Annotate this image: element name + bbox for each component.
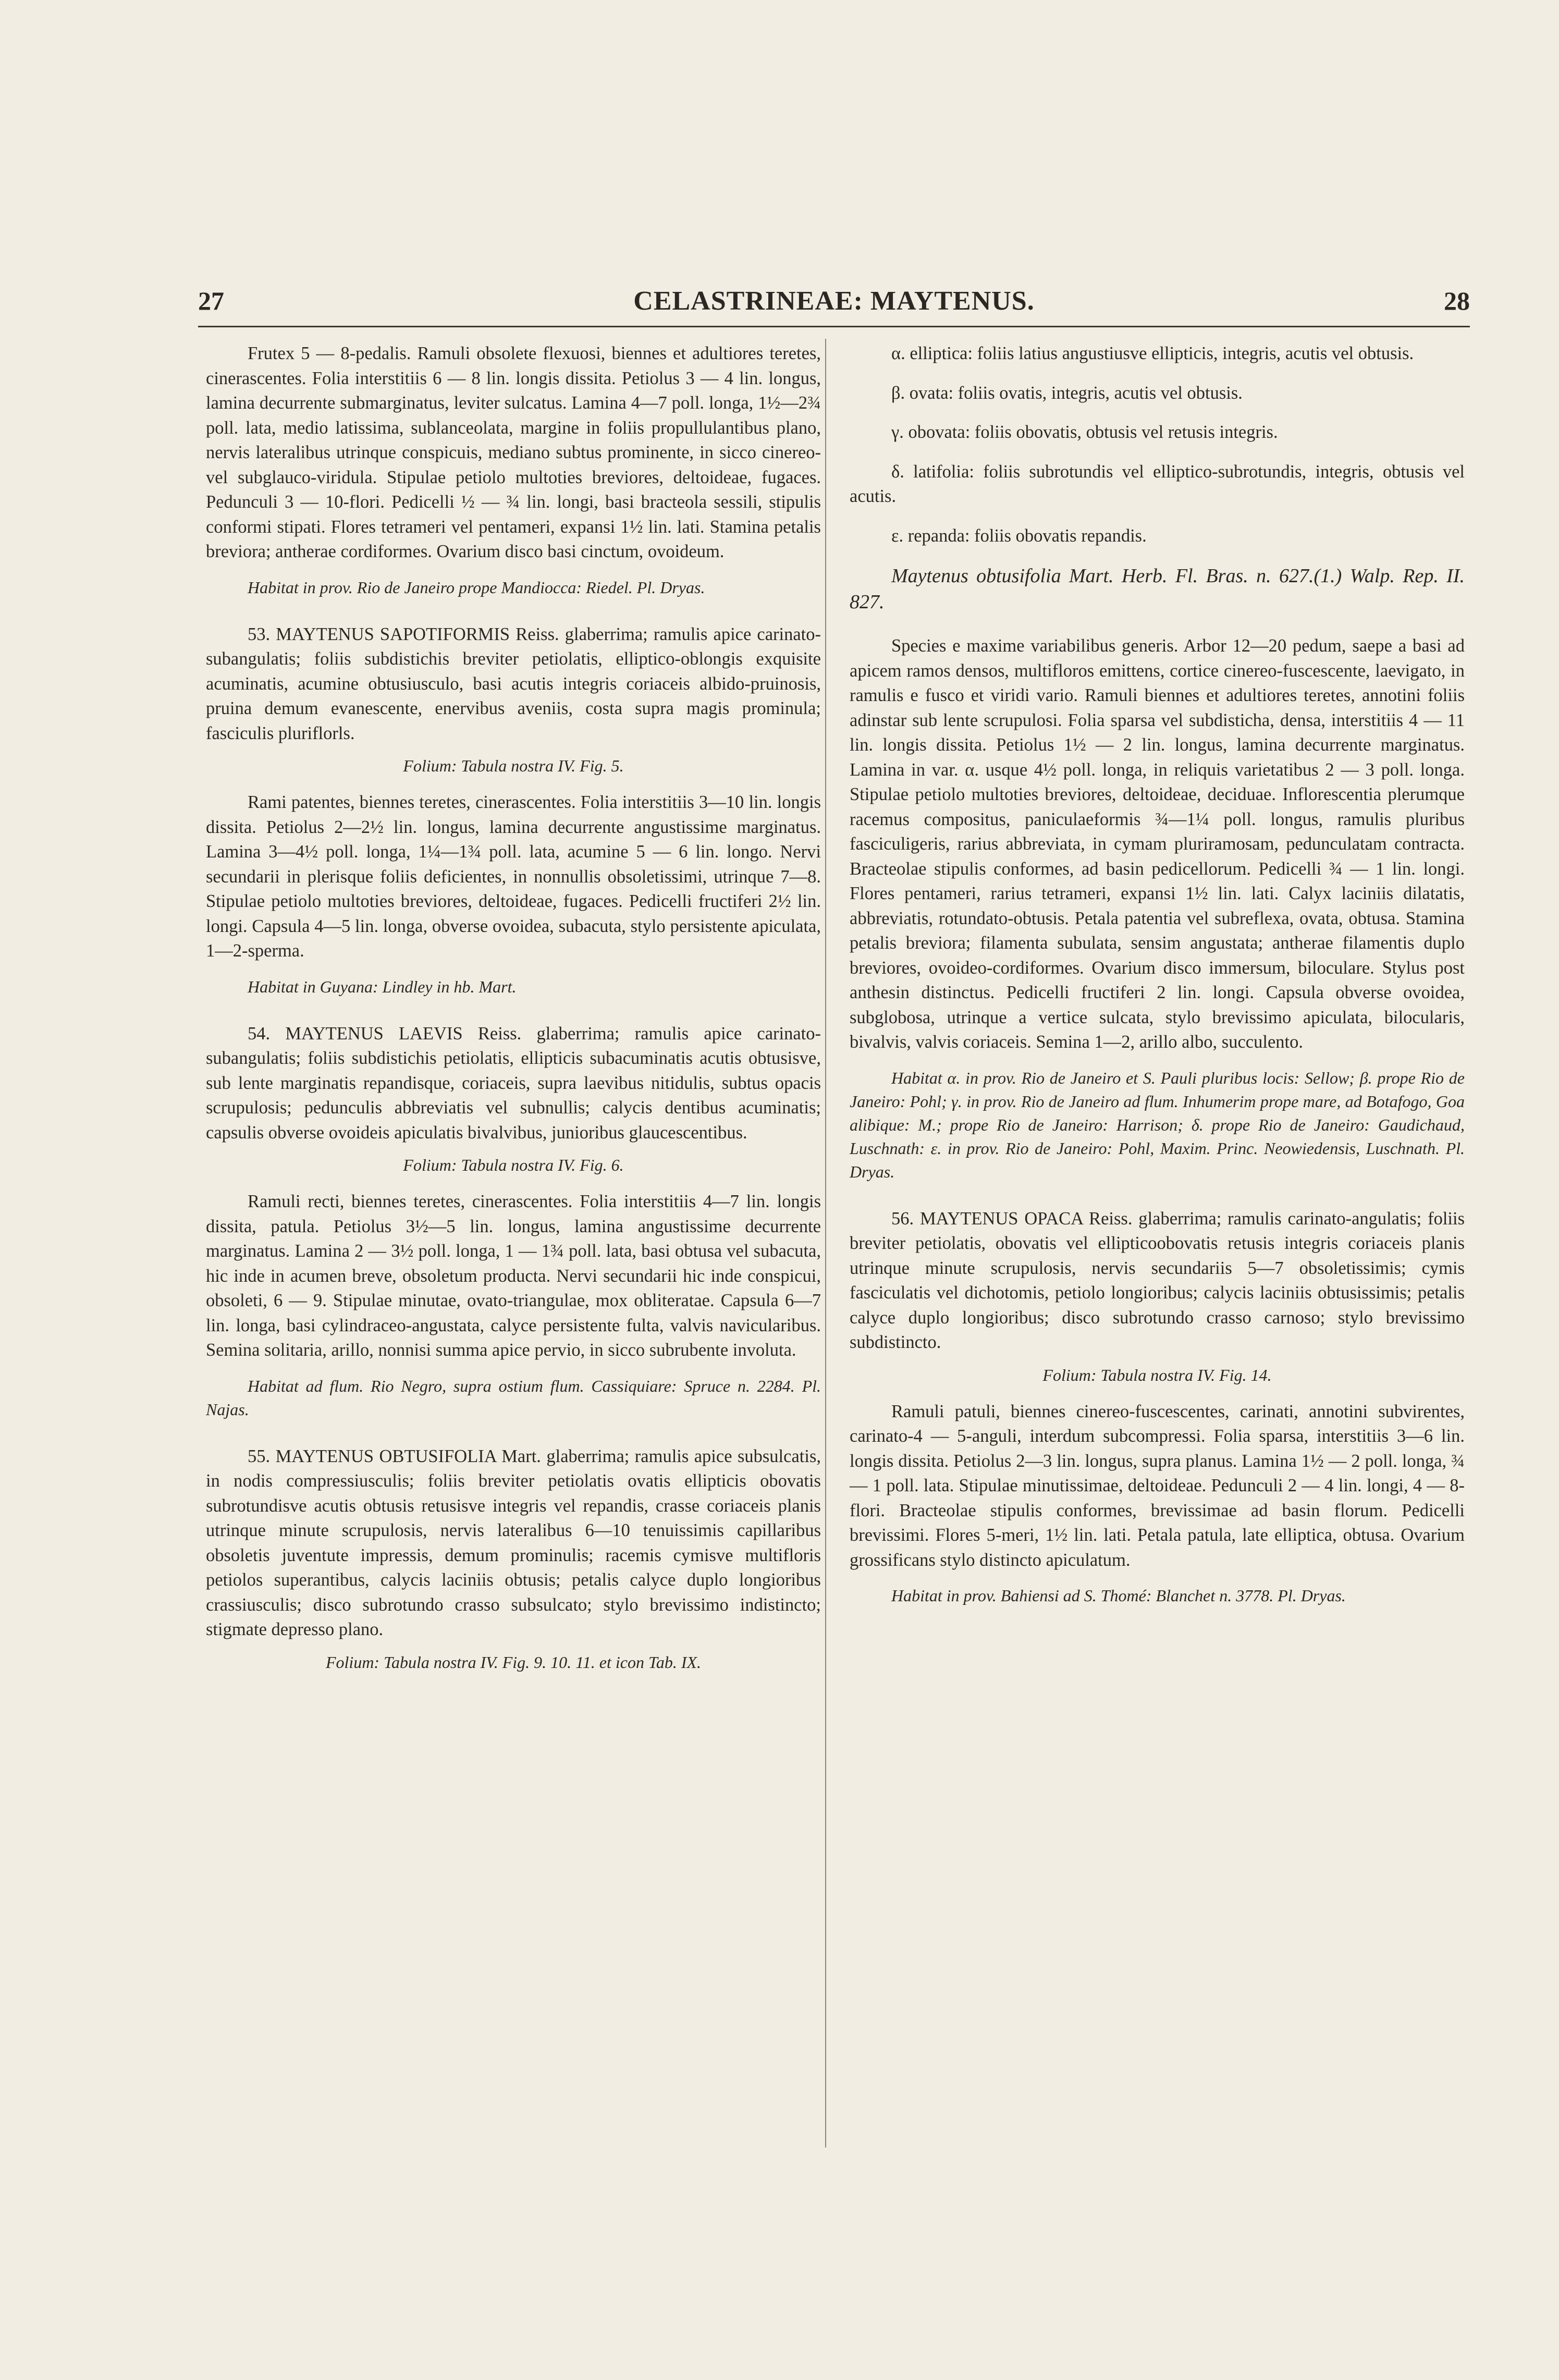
description-paragraph: Ramuli patuli, biennes cinereo-fuscescentes, carinati, annotini subvirentes, carinato-4 — 5-anguli, interdum subcompressi. Folia sparsa, interstitiis 3—6 lin. longis dissita. Petiolus 2—3 lin. longus, supra planus. Lamina 1½ — 2 poll. longa, ¾ — 1 poll. lata. Stipulae minutissimae, deltoideae. Pedunculi 2 — 4 lin. longi, 4 — 8-flori. Bracteolae stipulis conformes, brevissimae ad basin florum. Pedicelli brevissimi. Flores 5-meri, 1½ lin. lati. Petala patula, late elliptica, obtusa. Ovarium grossificans stylo distincto apiculatum. [850,1401,1465,1570]
plate-reference: Folium: Tabula nostra IV. Fig. 5. [403,756,624,775]
species-diagnosis: 56. MAYTENUS OPACA Reiss. glaberrima; ramulis carinato-angulatis; foliis breviter petiolatis, obovatis vel ellipticoobovatis retusis integris coriaceis planis utrinque minute scrupulosis, nervis secundariis 5—7 obsoletissimis; cymis fasciculatis vel dichotomis, petiolo longioribus; calycis laciniis obtusissimis; petalis calyce duplo longioribus; disco subrotundo crasso carnoso; stylo brevissimo subdistincto. [850,1208,1465,1352]
habitat-note: Habitat in prov. Rio de Janeiro prope Mandiocca: Riedel. Pl. Dryas. [248,578,705,597]
variety-entry: β. ovata: foliis ovatis, integris, acutis vel obtusis. [891,383,1243,403]
variety-entry: δ. latifolia: foliis subrotundis vel elliptico-subrotundis, integris, obtusis vel acutis. [850,461,1465,506]
column-divider [825,339,826,2148]
page-number-right: 28 [1444,286,1470,315]
habitat-note: Habitat in Guyana: Lindley in hb. Mart. [248,977,517,996]
variety-entry: ε. repanda: foliis obovatis repandis. [891,525,1147,546]
plate-reference: Folium: Tabula nostra IV. Fig. 14. [1042,1365,1272,1384]
description-paragraph: Species e maxime variabilibus generis. Arbor 12—20 pedum, saepe a basi ad apicem ramos densos, multifloros emittens, cortice cinereo-fuscescente, laevigato, in ramulis e fusco et viridi vario. Ramuli biennes et adultiores teretes, annotini foliis adinstar sub lente scrupulosi. Folia sparsa vel subdisticha, densa, interstitiis 4 — 11 lin. longis dissita. Petiolus 1½ — 2 lin. longus, lamina decurrente marginatus. Lamina in var. α. usque 4½ poll. longa, in reliquis varietatibus 2 — 3 poll. longa. Stipulae petiolo multoties breviores, deltoideae, deciduae. Inflorescentia plerumque racemus compositus, paniculaeformis ¾—1¼ poll. longus, ramulis pluribus fasciculigeris, rarius abbreviata, in cymam pluriramosam, pedunculatam contracta. Bracteolae stipulis conformes, ad basin pedicellorum. Pedicelli ¾ — 1 lin. longi. Flores pentameri, rarius tetrameri, expansi 1½ lin. lati. Calyx laciniis dilatatis, abbreviatis, rotundato-obtusis. Petala patentia vel subreflexa, ovata, obtusa. Stamina petalis breviora; filamenta subulata, sensim angustata; antherae filamentis duplo breviores, ovoideo-cordiformes. Ovarium disco immersum, biloculare. Stylus post anthesin distinctus. Pedicelli fructiferi 2 lin. longi. Capsula obverse ovoidea, subglobosa, utrinque a vertice sulcata, stylo brevissimo apiculata, bilocularis, bivalvis, valvis coriaceis. Semina 1—2, arillo albo, succulento. [850,636,1465,1052]
running-header [198,286,1470,322]
left-column [206,341,821,1687]
synonym-citation: Maytenus obtusifolia Mart. Herb. Fl. Bras. n. 627.(1.) Walp. Rep. II. 827. [850,565,1465,613]
right-column [850,341,1465,1630]
description-paragraph: Frutex 5 — 8-pedalis. Ramuli obsolete flexuosi, biennes et adultiores teretes, cinerascentes. Folia interstitiis 6 — 8 lin. longis dissita. Petiolus 3 — 4 lin. longus, lamina decurrente submarginatus, leviter sulcatus. Lamina 4—7 poll. longa, 1½—2¾ poll. lata, medio latissima, sublanceolata, margine in foliis propullulantibus plano, nervis lateralibus utrinque conspicuis, mediano subtus prominente, in sicco cinereo- vel subglauco-viridula. Stipulae petiolo multoties breviores, deltoideae, fugaces. Pedunculi 3 — 10-flori. Pedicelli ½ — ¾ lin. longi, basi bracteola sessili, stipulis conformi stipati. Flores tetrameri vel pentameri, expansi 1½ lin. lati. Stamina petalis breviora; antherae cordiformes. Ovarium disco basi cinctum, ovoideum. [206,343,821,561]
running-title: CELASTRINEAE: MAYTENUS. [633,286,1035,316]
description-paragraph: Rami patentes, biennes teretes, cinerascentes. Folia interstitiis 3—10 lin. longis dissita. Petiolus 2—2½ lin. longus, lamina decurrente angustissime marginatus. Lamina 3—4½ poll. longa, 1¼—1¾ poll. lata, acumine 5 — 6 lin. longo. Nervi secundarii in plerisque foliis deficientes, in nonnullis obsoletissimi, utrinque 7—8. Stipulae petiolo multoties breviores, deltoideae, fugaces. Pedicelli fructiferi 2½ lin. longi. Capsula 4—5 lin. longa, obverse ovoidea, subacuta, stylo persistente apiculata, 1—2-sperma. [206,792,821,961]
variety-entry: α. elliptica: foliis latius angustiusve ellipticis, integris, acutis vel obtusis. [891,343,1414,363]
species-diagnosis: 54. MAYTENUS LAEVIS Reiss. glaberrima; ramulis apice carinato-subangulatis; foliis subdistichis petiolatis, ellipticis subacuminatis acutis obtusisve, sub lente marginatis repandisque, coriaceis, supra laevibus nitidulis, subtus opacis scrupulosis; pedunculis abbreviatis vel subnullis; calycis dentibus acuminatis; capsulis obverse ovoideis apiculatis bivalvibus, junioribus glaucescentibus. [206,1023,821,1143]
plate-reference: Folium: Tabula nostra IV. Fig. 9. 10. 11. et icon Tab. IX. [325,1652,702,1672]
header-rule [198,326,1470,327]
page-number-left: 27 [198,286,224,315]
species-diagnosis: 53. MAYTENUS SAPOTIFORMIS Reiss. glaberrima; ramulis apice carinato-subangulatis; foliis subdistichis breviter petiolatis, elliptico-oblongis exquisite acuminatis, acumine obtusiusculo, basi acutis integris coriaceis albido-pruinosis, pruina demum evanescente, enervibus aveniis, costa supra magis prominula; fasciculis pluriflorls. [206,624,821,743]
description-paragraph: Ramuli recti, biennes teretes, cinerascentes. Folia interstitiis 4—7 lin. longis dissita, patula. Petiolus 3½—5 lin. longus, lamina angustissime decurrente marginatus. Lamina 2 — 3½ poll. longa, 1 — 1¾ poll. lata, basi obtusa vel subacuta, hic inde in acumen breve, obsoletum producta. Nervi secundarii hic inde conspicui, obsoleti, 6 — 9. Stipulae minutae, ovato-triangulae, mox obliteratae. Capsula 6—7 lin. longa, basi cylindraceo-angustata, calyce persistente fulta, valvis navicularibus. Semina solitaria, arillo, nonnisi summa apice pervio, in sicco subrubente involuta. [206,1192,821,1360]
habitat-note: Habitat ad flum. Rio Negro, supra ostium flum. Cassiquiare: Spruce n. 2284. Pl. Najas. [206,1376,821,1419]
plate-reference: Folium: Tabula nostra IV. Fig. 6. [403,1156,624,1174]
variety-entry: γ. obovata: foliis obovatis, obtusis vel retusis integris. [891,422,1278,442]
habitat-note: Habitat α. in prov. Rio de Janeiro et S. Pauli pluribus locis: Sellow; β. prope Rio de Janeiro: Pohl; γ. in prov. Rio de Janeiro ad flum. Inhumerim prope mare, ad Botafogo, Goa alibique: M.; prope Rio de Janeiro: Harrison; δ. prope Rio de Janeiro: Gaudichaud, Luschnath: ε. in prov. Rio de Janeiro: Pohl, Maxim. Princ. Neowiedensis, Luschnath. Pl. Dryas. [850,1068,1465,1181]
species-diagnosis: 55. MAYTENUS OBTUSIFOLIA Mart. glaberrima; ramulis apice subsulcatis, in nodis compressiusculis; foliis breviter petiolatis ovatis ellipticis obovatis subrotundisve acutis obtusis retusisve integris vel repandis, crasse coriaceis planis utrinque minute scrupulosis, nervis lateralibus 6—10 tenuissimis capillaribus obsoletis juventute impressis, demum prominulis; racemis cymisve multifloris petiolos superantibus, calycis laciniis obtusis; petalis calyce duplo longioribus crassiusculis; disco subrotundo crasso subsulcato; stylo brevissimo indistincto; stigmate depresso plano. [206,1446,821,1639]
habitat-note: Habitat in prov. Bahiensi ad S. Thomé: Blanchet n. 3778. Pl. Dryas. [891,1586,1346,1605]
